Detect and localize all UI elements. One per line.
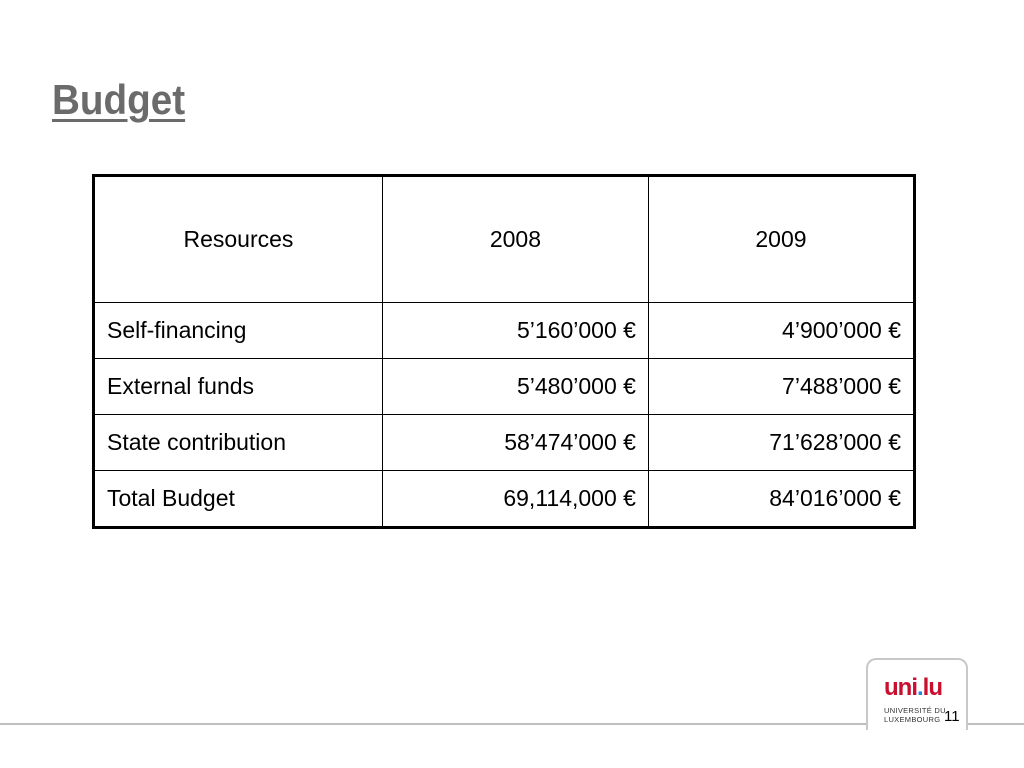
row-label: State contribution <box>94 415 383 471</box>
logo-subtitle: UNIVERSITÉ DU LUXEMBOURG <box>884 706 946 724</box>
budget-table <box>92 174 916 529</box>
row-label: External funds <box>94 359 383 415</box>
cell-2009: 4’900’000 € <box>648 303 914 359</box>
header-resources: Resources <box>94 176 383 303</box>
university-logo <box>884 676 942 700</box>
logo-mark-dot: . <box>917 674 923 701</box>
table-row-external-funds <box>94 359 915 415</box>
page-number: 11 <box>944 708 960 725</box>
logo-mark-tail: lu <box>922 674 942 701</box>
table-row-self-financing <box>94 303 915 359</box>
logo-mark-main: uni <box>884 674 917 701</box>
slide-title: Budget <box>52 76 186 123</box>
cell-2008: 58’474’000 € <box>382 415 648 471</box>
cell-2009: 7’488’000 € <box>648 359 914 415</box>
cell-2009: 84’016’000 € <box>648 471 914 528</box>
row-label: Total Budget <box>94 471 383 528</box>
cell-2008: 5’480’000 € <box>382 359 648 415</box>
cell-2008: 69,114,000 € <box>382 471 648 528</box>
table-header-row <box>94 176 915 303</box>
header-2009: 2009 <box>648 176 914 303</box>
cell-2009: 71’628’000 € <box>648 415 914 471</box>
table-row-state-contribution <box>94 415 915 471</box>
row-label: Self-financing <box>94 303 383 359</box>
header-2008: 2008 <box>382 176 648 303</box>
cell-2008: 5’160’000 € <box>382 303 648 359</box>
table-row-total-budget <box>94 471 915 528</box>
